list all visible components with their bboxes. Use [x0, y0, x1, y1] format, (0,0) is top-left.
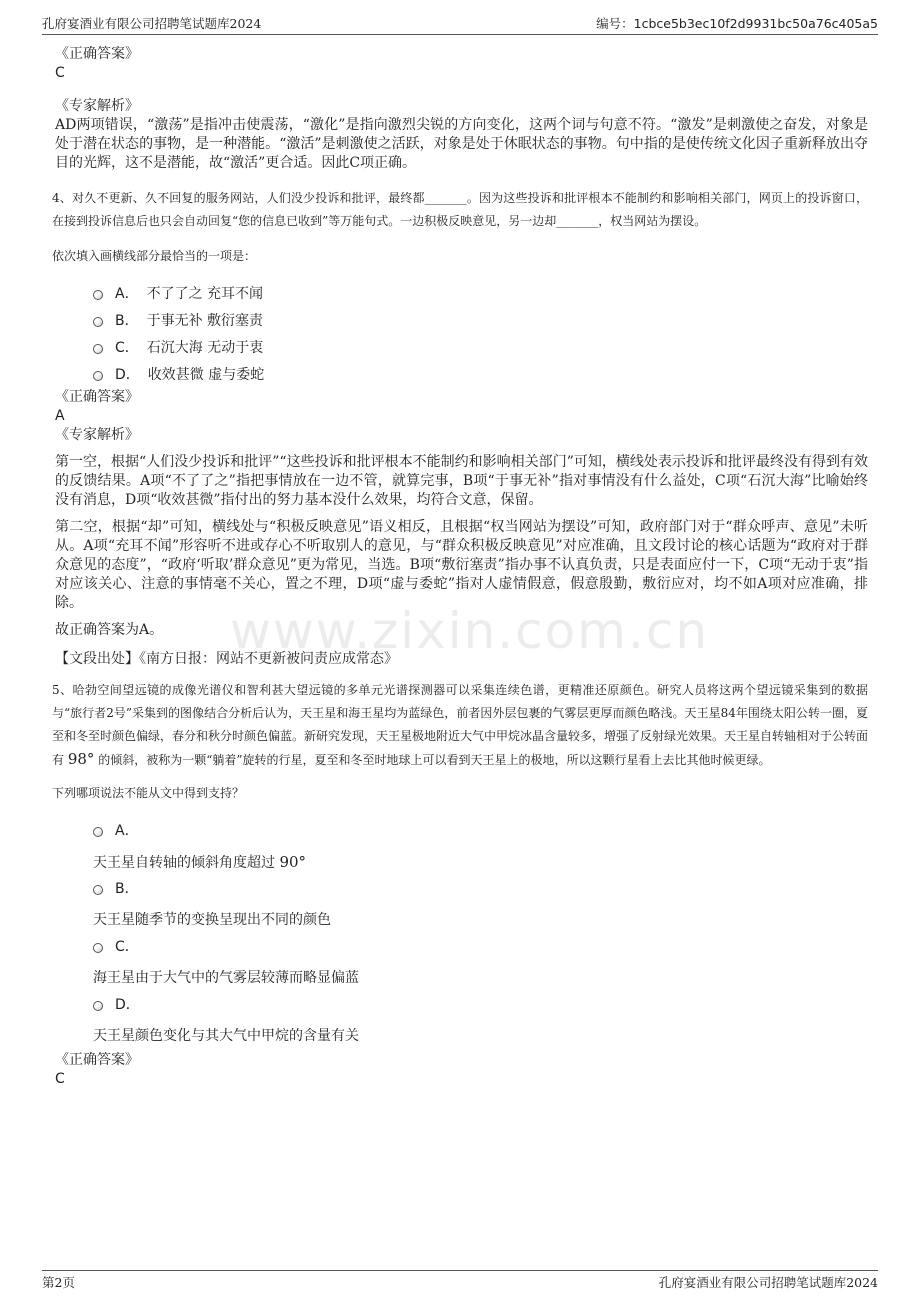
- radio-icon[interactable]: [93, 827, 103, 837]
- answer-label: 《正确答案》: [55, 389, 139, 405]
- angle-value: 90°: [279, 853, 307, 871]
- conclusion-text: 故正确答案为A。: [55, 622, 164, 638]
- answer-value: C: [55, 65, 65, 81]
- analysis-label: 《专家解析》: [55, 98, 139, 114]
- option-text: 收效甚微 虚与委蛇: [147, 366, 265, 383]
- radio-icon[interactable]: [93, 943, 103, 953]
- radio-icon[interactable]: [93, 317, 103, 327]
- option-d[interactable]: [93, 992, 868, 1016]
- option-letter: C．: [115, 939, 139, 955]
- option-c[interactable]: [93, 333, 868, 360]
- page-content: [52, 44, 869, 1088]
- answer-label: 《正确答案》: [55, 1052, 139, 1068]
- option-letter: B．: [115, 881, 139, 897]
- question-prompt: 下列哪项说法不能从文中得到支持？: [52, 786, 245, 800]
- option-c-text: 海王星由于大气中的气雾层较薄而略显偏蓝: [93, 970, 359, 986]
- page-number: 第2页: [42, 1275, 75, 1290]
- option-c[interactable]: [93, 934, 868, 958]
- analysis-paragraph-1: 第一空，根据“人们没少投诉和批评”“这些投诉和批评根本不能制约和影响相关部门”可知，横线处表示投诉和批评最终没有得到有效的反馈结果。A项“不了了之”指把事情放在一边不管，就算完事，B项“于事无补”指对事情没有什么益处，C项“石沉大海”比喻始终没有消息，D项“收效甚微”指付出的努力基本没什么效果，均符合文意，保留。: [55, 454, 868, 508]
- option-letter: A．: [115, 285, 139, 302]
- option-text: 不了了之 充耳不闻: [146, 285, 264, 302]
- angle-value: 98°: [67, 750, 95, 768]
- option-b[interactable]: [93, 306, 868, 333]
- radio-icon[interactable]: [93, 371, 103, 381]
- option-text: 于事无补 敷衍塞责: [146, 312, 264, 329]
- option-letter: B．: [115, 312, 139, 329]
- page-header: [42, 14, 878, 35]
- option-letter: A．: [115, 823, 139, 839]
- answer-label: 《正确答案》: [55, 46, 139, 62]
- page-footer: [42, 1270, 878, 1293]
- option-letter: C．: [115, 339, 139, 356]
- radio-icon[interactable]: [93, 885, 103, 895]
- question-text: [52, 679, 868, 772]
- footer-title: 孔府宴酒业有限公司招聘笔试题库2024: [658, 1275, 878, 1290]
- analysis-label: 《专家解析》: [55, 427, 139, 443]
- watermark: www.zixin.com.cn: [230, 602, 710, 660]
- analysis-paragraph-2: 第二空，根据“却”可知，横线处与“积极反映意见”语义相反，且根据“权当网站为摆设”可知，政府部门对于“群众呼声、意见”未听从。A项“充耳不闻”形容听不进或存心不听取别人的意见，与“群众积极反映意见”对应准确，且文段讨论的核心话题为“政府对于群众意见的态度”，“政府‘听取’群众意见”更为常见，当选。B项“敷衍塞责”指办事不认真负责，只是表面应付一下，C项“无动于衷”指对应该关心、注意的事情毫不关心，置之不理，D项“虚与委蛇”指对人虚情假意，假意殷勤，敷衍应对，均不如A项对应准确，排除。: [55, 519, 868, 611]
- document-code: 编号：1cbce5b3ec10f2d9931bc50a76c405a5: [596, 16, 878, 31]
- option-letter: D．: [115, 997, 140, 1013]
- option-a[interactable]: [93, 279, 868, 306]
- option-d[interactable]: [93, 360, 868, 387]
- question-text-part-1: 5、哈勃空间望远镜的成像光谱仪和智利甚大望远镜的多单元光谱探测器可以采集连续色谱，更精准还原颜色。研究人员将这两个望远镜采集到的数据与“旅行者2号”采集到的图像结合分析后认为，天王星和海王星均为蓝绿色，前者因外层包裹的气雾层更厚而颜色略浅。天王星84年围绕太阳公转一圈，夏至和冬至时颜色偏绿，春分和秋分时颜色偏蓝。新研究发现，天王星极地附近大气中甲烷冰晶含量较多，增强了反射绿光效果。天王星自转轴相对于公转面有: [52, 683, 869, 767]
- source-text: 【文段出处】《南方日报：网站不更新被问责应成常态》: [55, 651, 398, 667]
- radio-icon[interactable]: [93, 1001, 103, 1011]
- option-b-text: 天王星随季节的变换呈现出不同的颜色: [93, 912, 331, 928]
- radio-icon[interactable]: [93, 290, 103, 300]
- option-d-text: 天王星颜色变化与其大气中甲烷的含量有关: [93, 1028, 359, 1044]
- answer-value: C: [55, 1071, 65, 1087]
- question-prompt: 依次填入画横线部分最恰当的一项是：: [52, 249, 257, 263]
- option-text: 石沉大海 无动于衷: [146, 339, 264, 356]
- option-a[interactable]: [93, 818, 868, 842]
- radio-icon[interactable]: [93, 344, 103, 354]
- question-text: 4、对久不更新、久不回复的服务网站，人们没少投诉和批评，最终都_______。因为这些投诉和批评根本不能制约和影响相关部门，网页上的投诉窗口，在接到投诉信息后也只会自动回复“您的信息已收到”等万能句式。一边积极反映意见，另一边却_______，权当网站为摆设。: [52, 191, 868, 228]
- header-title: 孔府宴酒业有限公司招聘笔试题库2024: [42, 16, 262, 31]
- option-text: 天王星自转轴的倾斜角度超过: [93, 855, 275, 871]
- option-letter: D．: [115, 366, 140, 383]
- answer-value: A: [55, 408, 65, 424]
- question-text-part-2: 的倾斜，被称为一颗“躺着”旋转的行星，夏至和冬至时地球上可以看到天王星上的极地，所以这颗行星看上去比其他时候更绿。: [98, 753, 771, 767]
- option-b[interactable]: [93, 876, 868, 900]
- analysis-text: AD两项错误，“激荡”是指冲击使震荡，“激化”是指向激烈尖锐的方向变化，这两个词与句意不符。“激发”是刺激使之奋发，对象是处于潜在状态的事物，是一种潜能。“激活”是刺激使之活跃，对象是处于休眠状态的事物。句中指的是使传统文化因子重新释放出夺目的光辉，这不是潜能，故“激活”更合适。因此C项正确。: [55, 117, 868, 171]
- option-a-text: [93, 842, 868, 876]
